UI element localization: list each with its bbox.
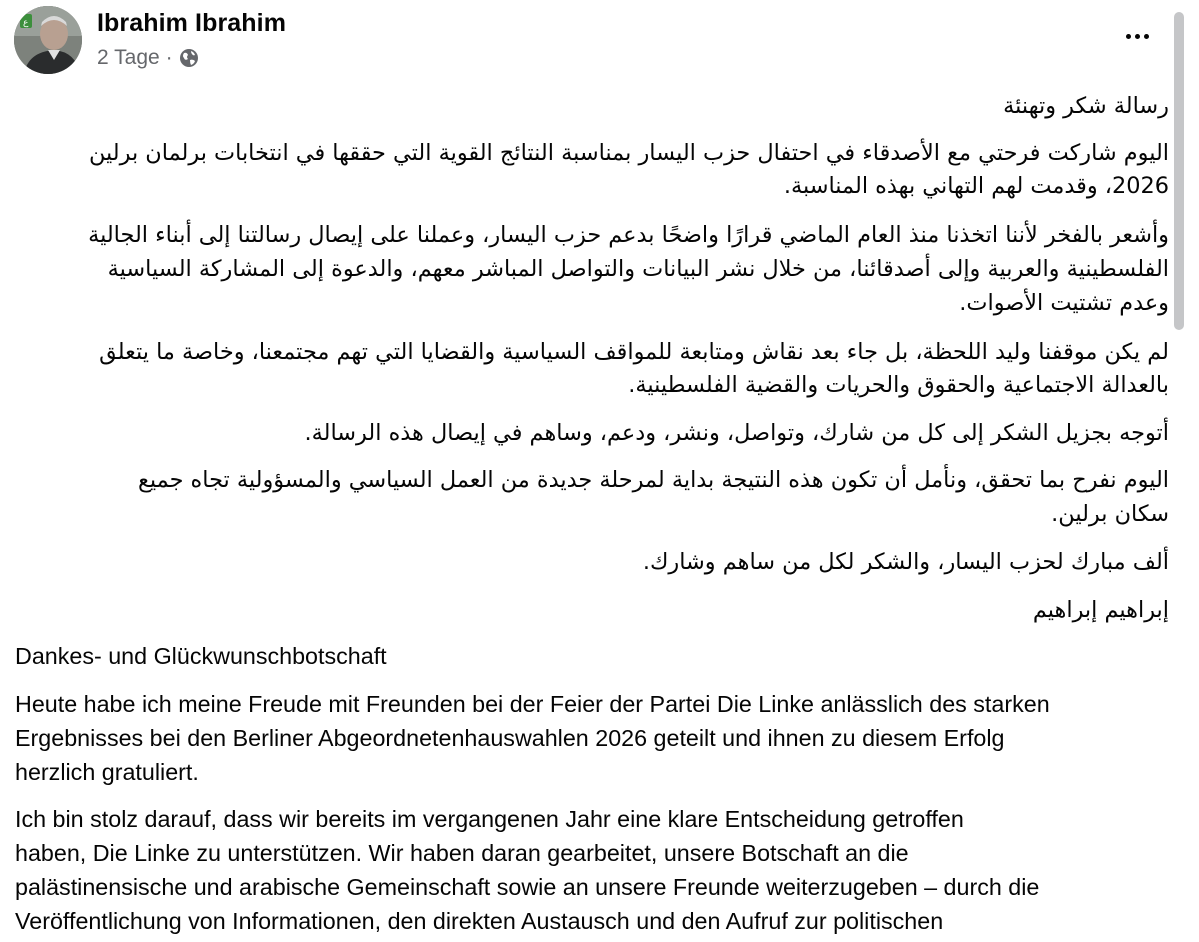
german-paragraph-2-line-2: haben, Die Linke zu unterstützen. Wir haben daran gearbeitet, unsere Botschaft an die [15, 840, 909, 866]
arabic-paragraph-2-line-1: وأشعر بالفخر لأننا اتخذنا منذ العام الماضي قرارًا واضحًا بدعم حزب اليسار، وعملنا على إيصال رسالتنا إلى أبناء الجالية [88, 222, 1169, 248]
arabic-title: رسالة شكر وتهنئة [1003, 93, 1169, 119]
arabic-paragraph-2-line-2: الفلسطينية والعربية وإلى أصدقائنا، من خلال نشر البيانات والتواصل المباشر معهم، والدعوة إلى المشاركة السياسية [107, 256, 1169, 282]
german-title: Dankes- und Glückwunschbotschaft [15, 643, 387, 669]
german-paragraph-1-line-3: herzlich gratuliert. [15, 759, 199, 785]
arabic-paragraph-1-line-1: اليوم شاركت فرحتي مع الأصدقاء في احتفال حزب اليسار بمناسبة النتائج القوية التي حققها في انتخابات برلمان برلين [88, 140, 1169, 166]
german-paragraph-1-line-2: Ergebnisses bei den Berliner Abgeordnetenhauswahlen 2026 geteilt und ihnen zu diesem Erfolg [15, 725, 1005, 751]
arabic-paragraph-1-line-2: 2026، وقدمت لهم التهاني بهذه المناسبة. [783, 173, 1169, 199]
german-paragraph-2-line-3: palästinensische und arabische Gemeinschaft sowie an unsere Freunde weiterzugeben – durch die [15, 874, 1040, 900]
arabic-paragraph-2-line-3: وعدم تشتيت الأصوات. [959, 290, 1169, 316]
meta-separator: · [165, 46, 173, 69]
arabic-paragraph-3-line-2: بالعدالة الاجتماعية والحقوق والحريات والقضية الفلسطينية. [628, 372, 1169, 398]
german-paragraph-2-line-1: Ich bin stolz darauf, dass wir bereits im vergangenen Jahr eine klare Entscheidung getroffen [15, 806, 964, 832]
arabic-paragraph-4: أتوجه بجزيل الشكر إلى كل من شارك، وتواصل، ونشر، ودعم، وساهم في إيصال هذه الرسالة. [304, 420, 1169, 446]
arabic-paragraph-5-line-2: سكان برلين. [1051, 501, 1169, 527]
arabic-paragraph-3-line-1: لم يكن موقفنا وليد اللحظة، بل جاء بعد نقاش ومتابعة للمواقف السياسية والقضايا التي تهم مجتمعنا، وخاصة ما يتعلق [99, 339, 1169, 365]
svg-text:ع: ع [23, 18, 29, 28]
arabic-paragraph-5-line-1: اليوم نفرح بما تحقق، ونأمل أن تكون هذه النتيجة بداية لمرحلة جديدة من العمل السياسي والمسؤولية تجاه جميع [137, 467, 1169, 493]
german-paragraph-2-line-4: Veröffentlichung von Informationen, den direkten Austausch und den Aufruf zur politischen [15, 908, 944, 934]
author-name[interactable]: Ibrahim Ibrahim [97, 9, 287, 37]
arabic-paragraph-6: ألف مبارك لحزب اليسار، والشكر لكل من ساهم وشارك. [642, 549, 1169, 575]
post-time[interactable]: 2 Tage [97, 46, 160, 69]
arabic-signature: إبراهيم إبراهيم [1032, 597, 1169, 623]
german-paragraph-1-line-1: Heute habe ich meine Freude mit Freunden bei der Feier der Partei Die Linke anlässlich des starken [15, 691, 1050, 717]
